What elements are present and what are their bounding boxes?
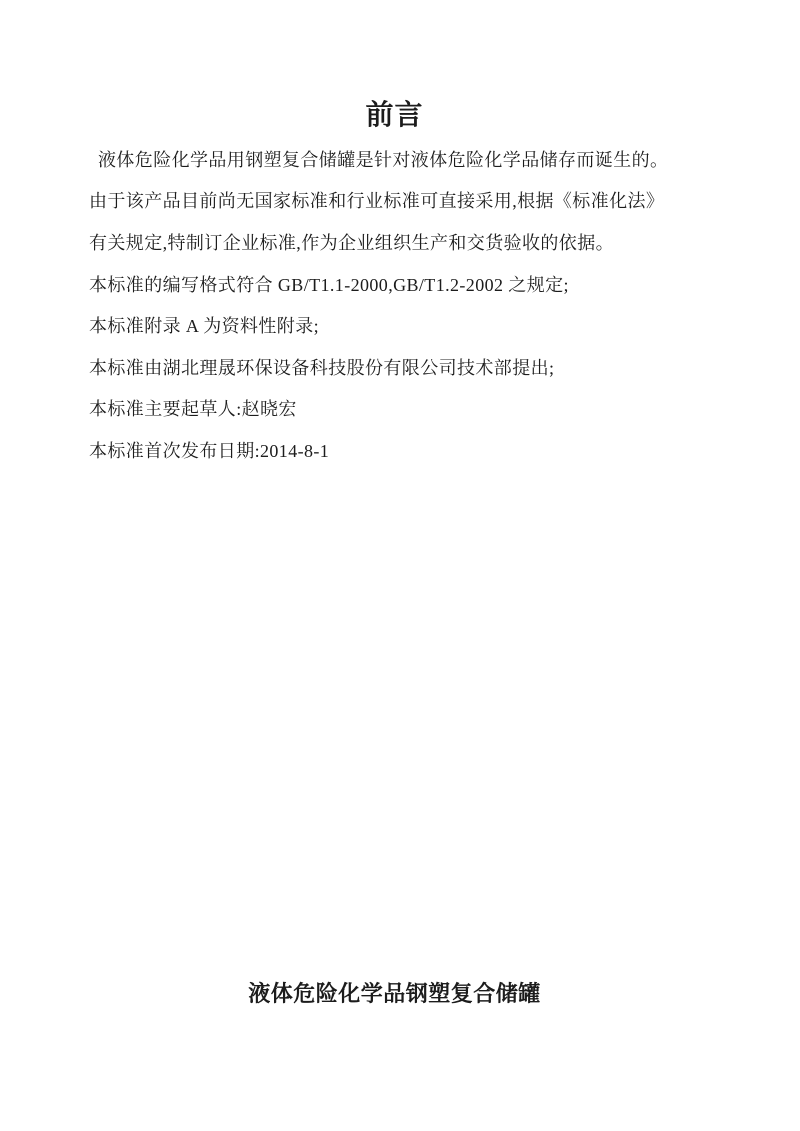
foreword-line: 本标准首次发布日期:2014-8-1 <box>89 440 330 461</box>
foreword-line: 本标准由湖北理晟环保设备科技股份有限公司技术部提出; <box>89 357 555 378</box>
foreword-line: 本标准附录 A 为资料性附录; <box>89 316 320 337</box>
foreword-body <box>89 138 705 471</box>
foreword-line: 液体危险化学品用钢塑复合储罐是针对液体危险化学品储存而诞生的。 <box>98 149 669 170</box>
foreword-line: 由于该产品目前尚无国家标准和行业标准可直接采用,根据《标准化法》 <box>89 191 665 212</box>
foreword-line: 有关规定,特制订企业标准,作为企业组织生产和交货验收的依据。 <box>89 232 614 253</box>
foreword-line: 本标准主要起草人:赵晓宏 <box>89 399 297 420</box>
product-standard-title: 液体危险化学品钢塑复合储罐 <box>248 981 541 1006</box>
foreword-line: 本标准的编写格式符合 GB/T1.1-2000,GB/T1.2-2002 之规定; <box>89 274 569 295</box>
foreword-heading: 前言 <box>365 100 424 131</box>
